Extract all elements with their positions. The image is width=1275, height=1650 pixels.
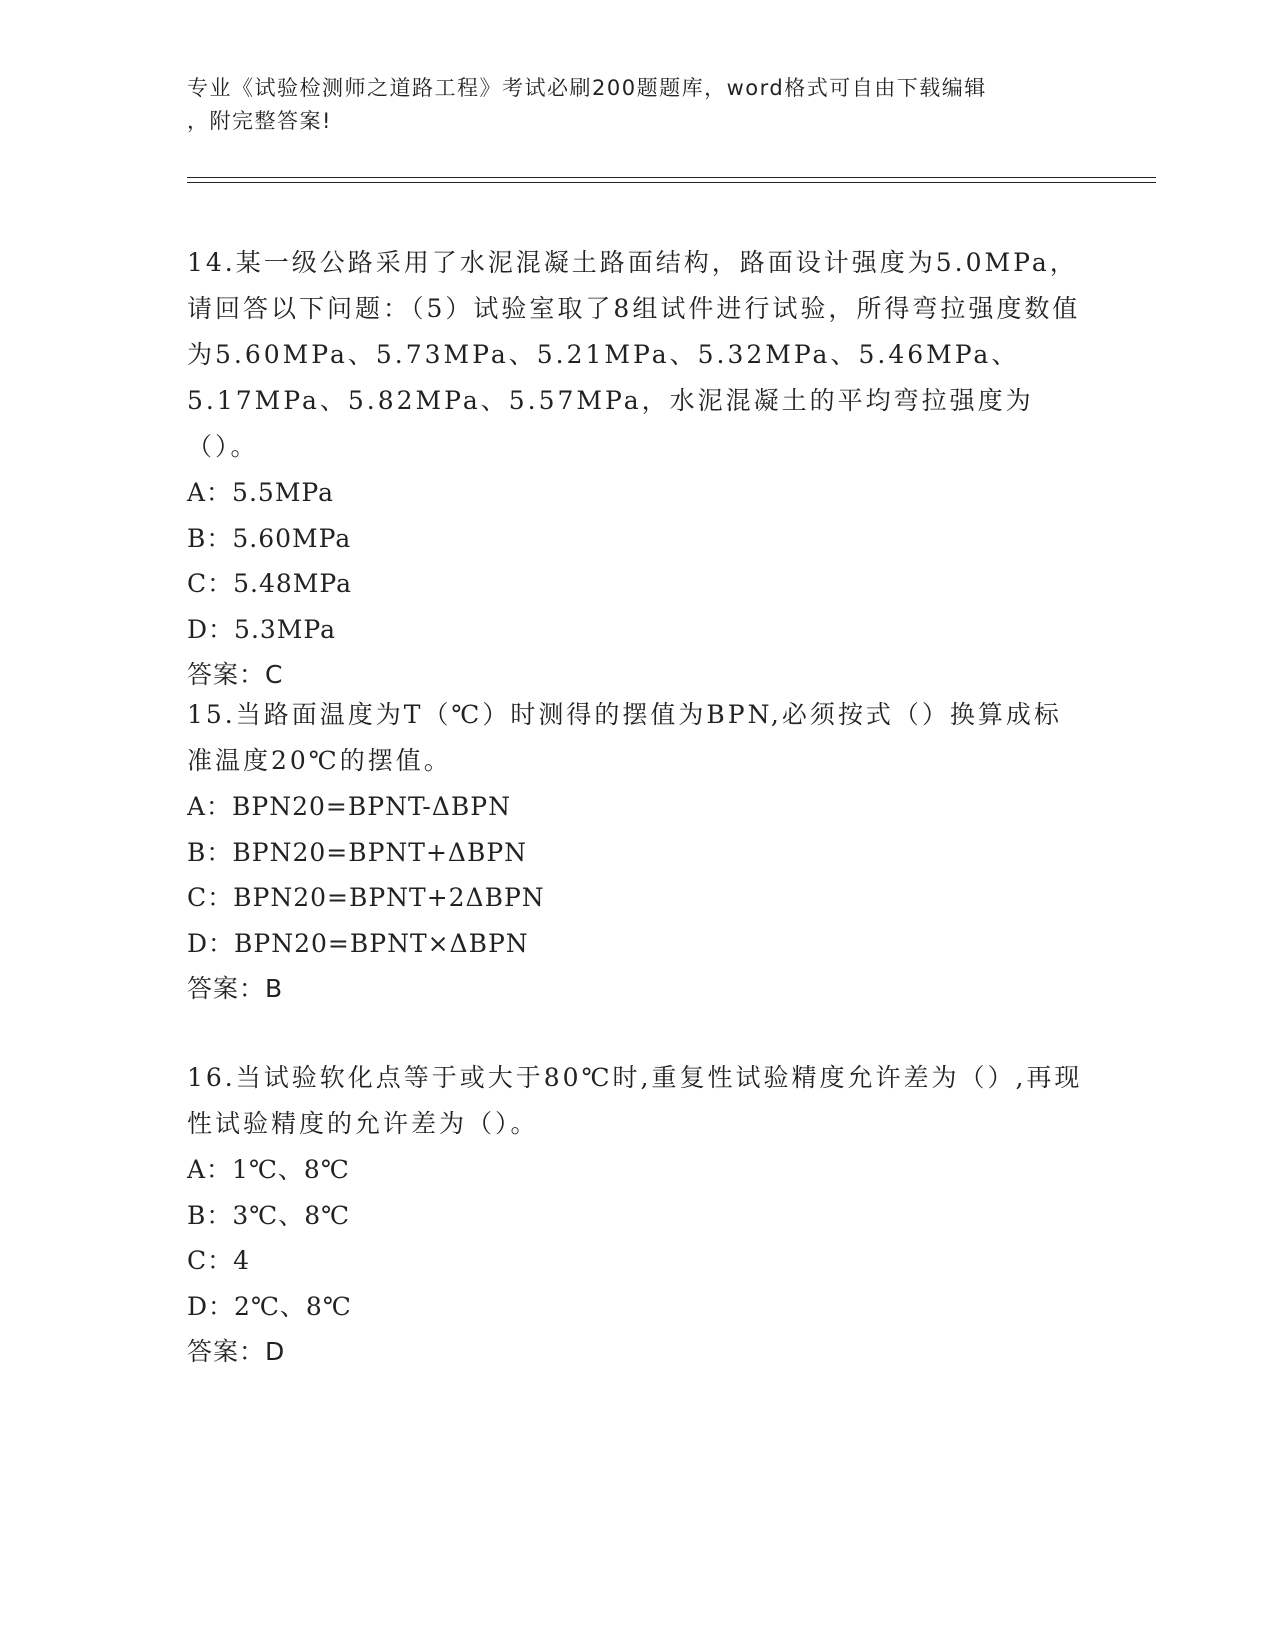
- option-d: D：BPN20=BPNT×ΔBPN: [187, 928, 529, 958]
- header-line-1: 专业《试验检测师之道路工程》考试必刷200题题库，word格式可自由下载编辑: [187, 76, 987, 100]
- question-stem: 16.当试验软化点等于或大于80℃时,重复性试验精度允许差为（）,再现性试验精度的允许差为（）。: [187, 1063, 1083, 1138]
- option-a: A：1℃、8℃: [187, 1155, 350, 1184]
- option-d: D：5.3MPa: [187, 614, 337, 644]
- question-15: [187, 692, 1087, 1012]
- option-c: C：BPN20=BPNT+2ΔBPN: [187, 883, 545, 912]
- header-line-2: ，附完整答案!: [187, 109, 332, 133]
- option-c: C：5.48MPa: [187, 569, 352, 598]
- option-b: B：BPN20=BPNT+ΔBPN: [187, 837, 528, 867]
- answer: 答案：C: [187, 660, 284, 689]
- header-divider-bottom: [187, 182, 1156, 183]
- question-16: [187, 1055, 1087, 1375]
- question-stem: 15.当路面温度为T（℃）时测得的摆值为BPN,必须按式（）换算成标准温度20℃的摆值。: [187, 700, 1062, 775]
- option-a: A：BPN20=BPNT-ΔBPN: [187, 792, 511, 821]
- option-b: B：3℃、8℃: [187, 1200, 351, 1230]
- option-d: D：2℃、8℃: [187, 1291, 352, 1321]
- header-divider-top: [187, 177, 1156, 178]
- answer: 答案：D: [187, 1337, 286, 1366]
- option-a: A：5.5MPa: [187, 478, 335, 507]
- answer: 答案：B: [187, 974, 284, 1003]
- question-stem: 14.某一级公路采用了水泥混凝土路面结构，路面设计强度为5.0MPa，请回答以下问题：（5）试验室取了8组试件进行试验，所得弯拉强度数值为5.60MPa、5.73MPa、5.21MPa、5.32MPa、5.46MPa、5.17MPa、5.82MPa、5.57MPa，水泥混凝土的平均弯拉强度为（）。: [187, 248, 1081, 461]
- document-header: [187, 72, 1077, 138]
- option-c: C：4: [187, 1246, 251, 1275]
- option-b: B：5.60MPa: [187, 523, 352, 553]
- question-14: [187, 240, 1087, 698]
